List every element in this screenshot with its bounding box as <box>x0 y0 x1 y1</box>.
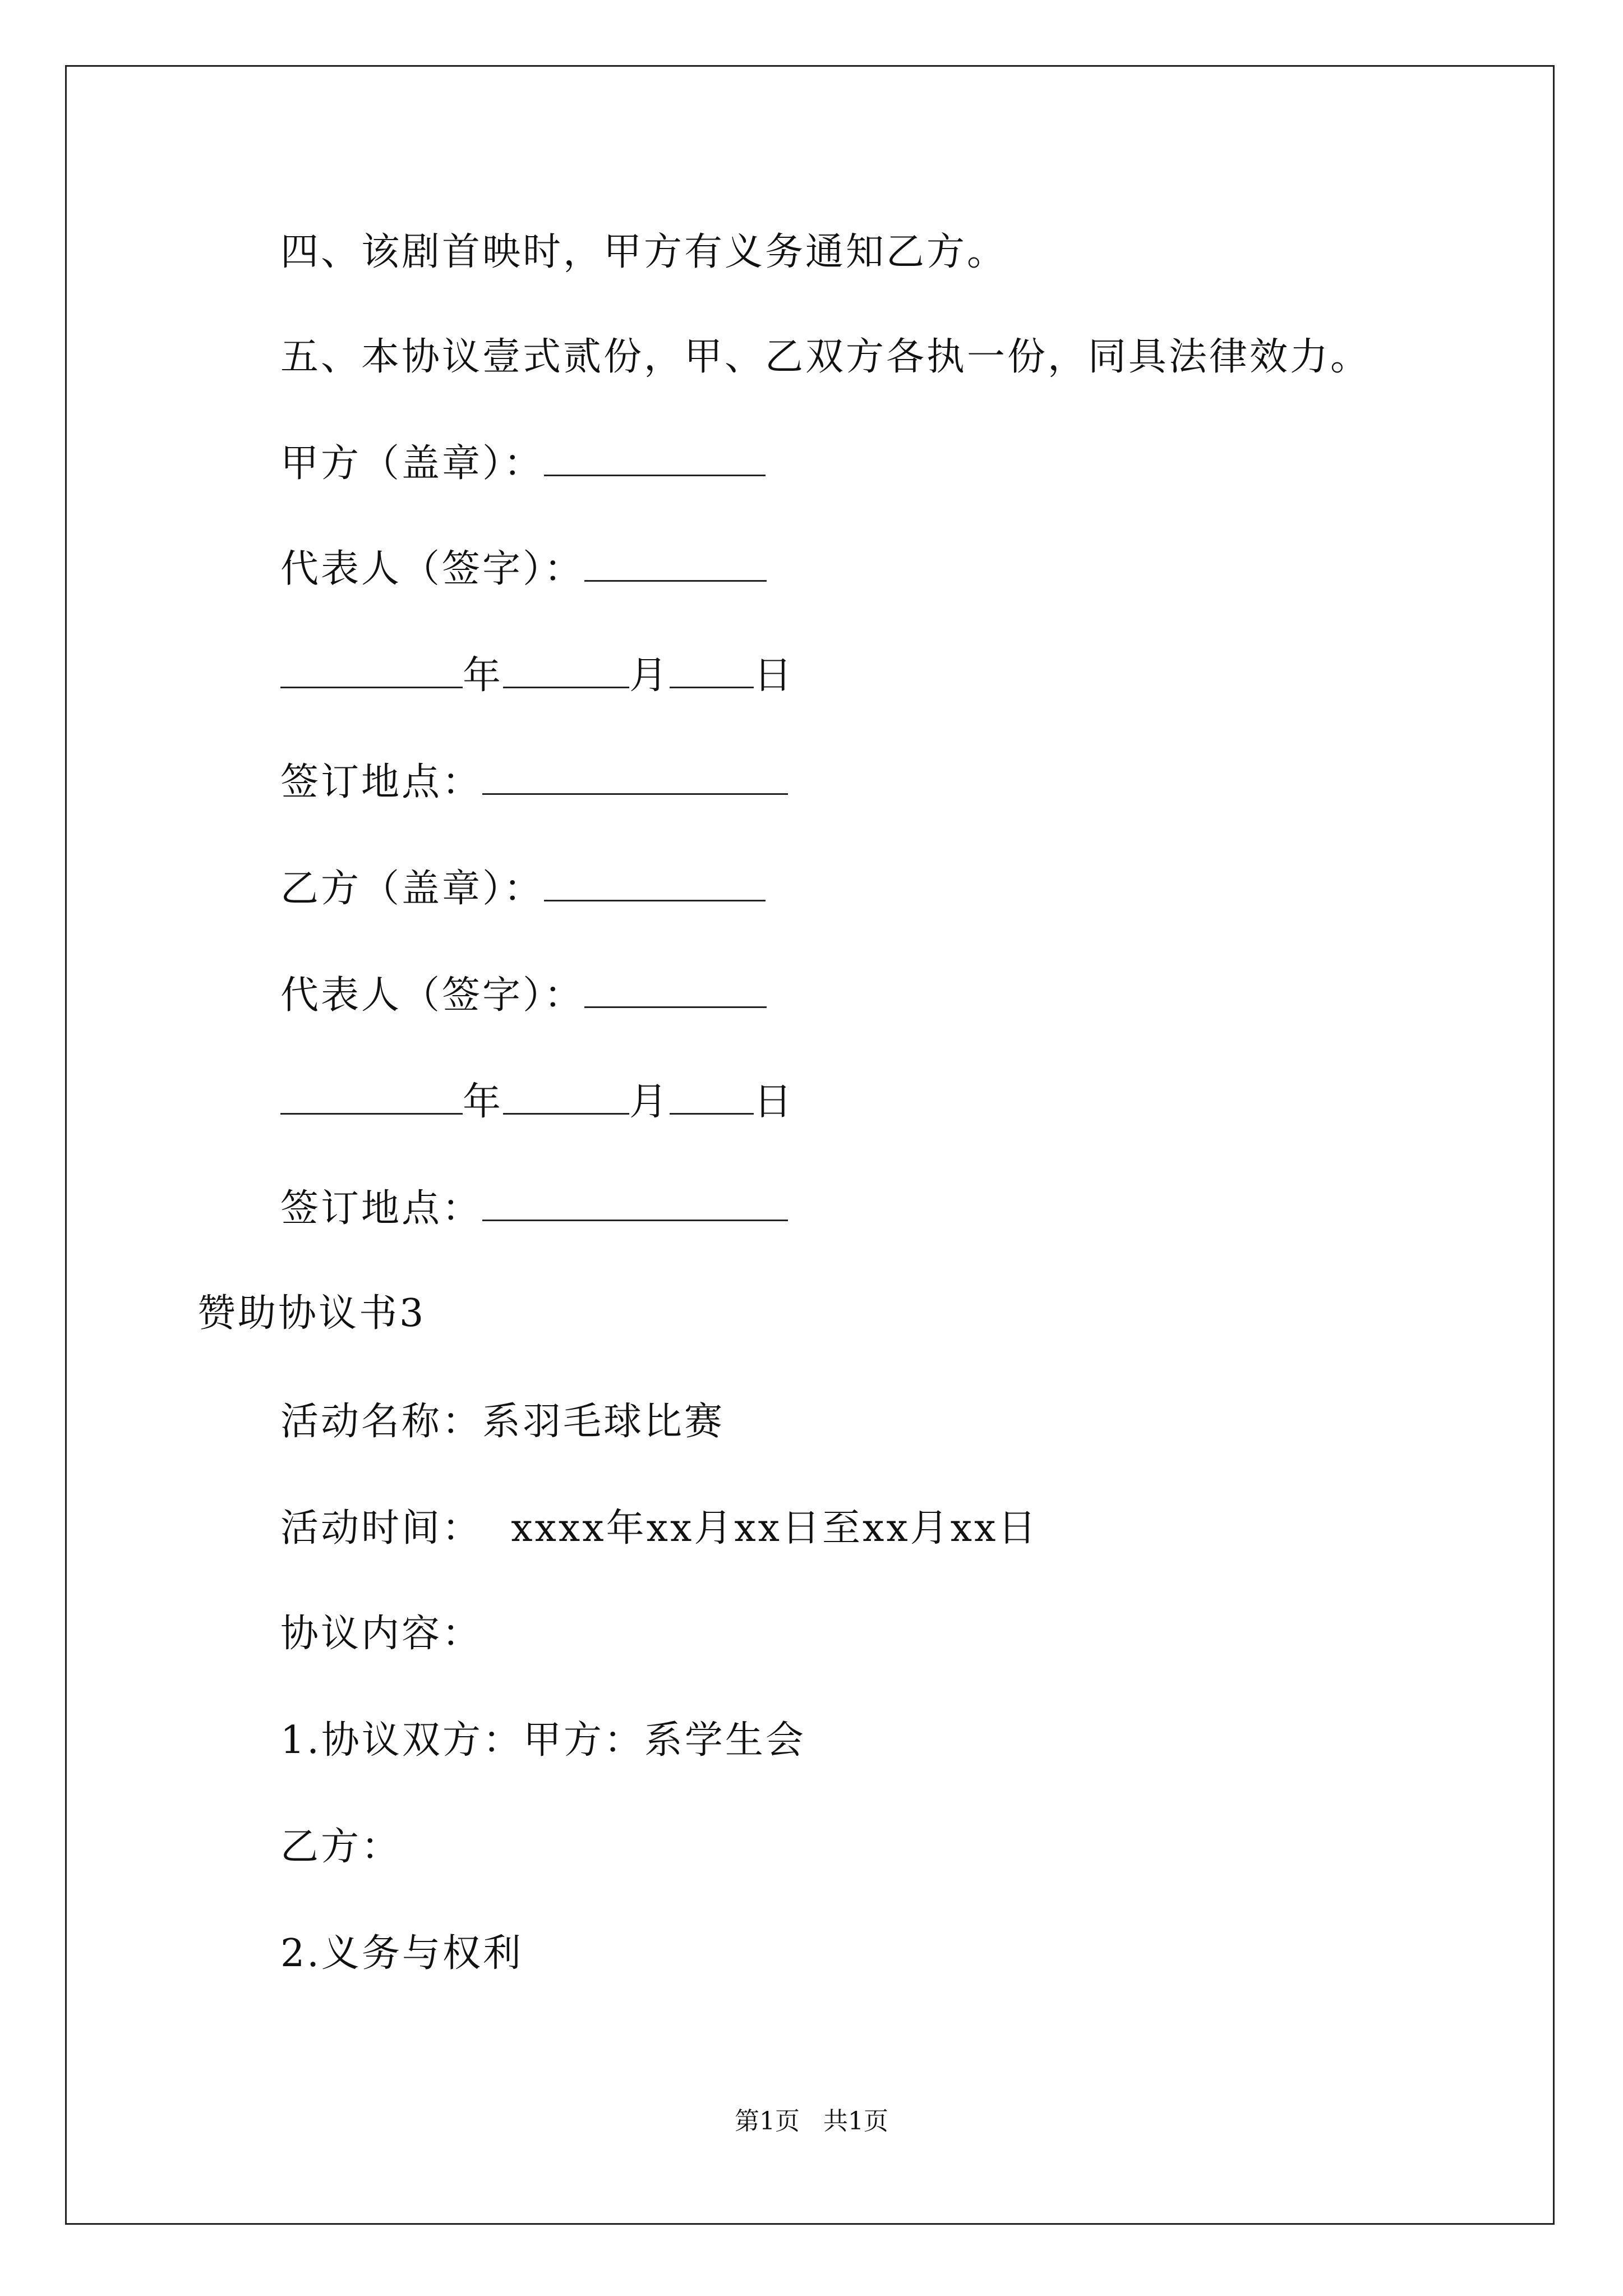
day-b-blank <box>670 1078 754 1115</box>
place-b-line <box>280 1184 788 1234</box>
section-heading: 赞助协议书3 <box>197 1291 426 1336</box>
place-b-blank <box>482 1185 788 1221</box>
place-b-label: 签订地点： <box>280 1186 483 1231</box>
parties-line: 1.协议双方：甲方：系学生会 <box>280 1718 806 1763</box>
party-b-seal-line <box>280 864 766 914</box>
party-b-seal-label: 乙方（盖章）： <box>280 867 545 911</box>
party-b-seal-blank <box>544 865 766 901</box>
party-a-seal-blank <box>544 440 766 476</box>
clause-4: 四、该剧首映时，甲方有义务通知乙方。 <box>280 230 1008 274</box>
day-a-blank <box>670 652 754 688</box>
rep-b-label: 代表人（签字）： <box>280 973 585 1018</box>
duties-line: 2.义务与权利 <box>280 1931 523 1976</box>
year-a-blank <box>280 652 463 688</box>
place-a-label: 签订地点： <box>280 760 483 804</box>
activity-name: 活动名称：系羽毛球比赛 <box>280 1400 725 1444</box>
page-border <box>65 65 1555 2225</box>
year-b-label: 年 <box>463 1080 504 1124</box>
rep-b-blank <box>584 972 767 1008</box>
agreement-content: 协议内容： <box>280 1612 483 1656</box>
party-a-seal-line <box>280 439 766 489</box>
date-a-line <box>280 651 794 701</box>
clause-5: 五、本协议壹式贰份，甲、乙双方各执一份，同具法律效力。 <box>280 335 1371 379</box>
month-a-label: 月 <box>629 654 670 698</box>
rep-a-line <box>280 544 767 595</box>
rep-a-blank <box>584 545 767 582</box>
month-b-label: 月 <box>629 1080 670 1124</box>
party-b-line: 乙方： <box>280 1825 402 1869</box>
day-a-label: 日 <box>754 654 795 698</box>
day-b-label: 日 <box>754 1080 795 1124</box>
page-footer: 第1页 共1页 <box>735 2107 888 2136</box>
year-a-label: 年 <box>463 654 504 698</box>
party-a-seal-label: 甲方（盖章）： <box>280 441 545 486</box>
activity-time: 活动时间： xxxx年xx月xx日至xx月xx日 <box>280 1506 1039 1550</box>
year-b-blank <box>280 1078 463 1115</box>
month-a-blank <box>503 652 629 688</box>
rep-a-label: 代表人（签字）： <box>280 547 585 591</box>
date-b-line <box>280 1077 794 1128</box>
month-b-blank <box>503 1078 629 1115</box>
rep-b-line <box>280 970 767 1021</box>
place-a-line <box>280 757 788 808</box>
place-a-blank <box>482 758 788 795</box>
